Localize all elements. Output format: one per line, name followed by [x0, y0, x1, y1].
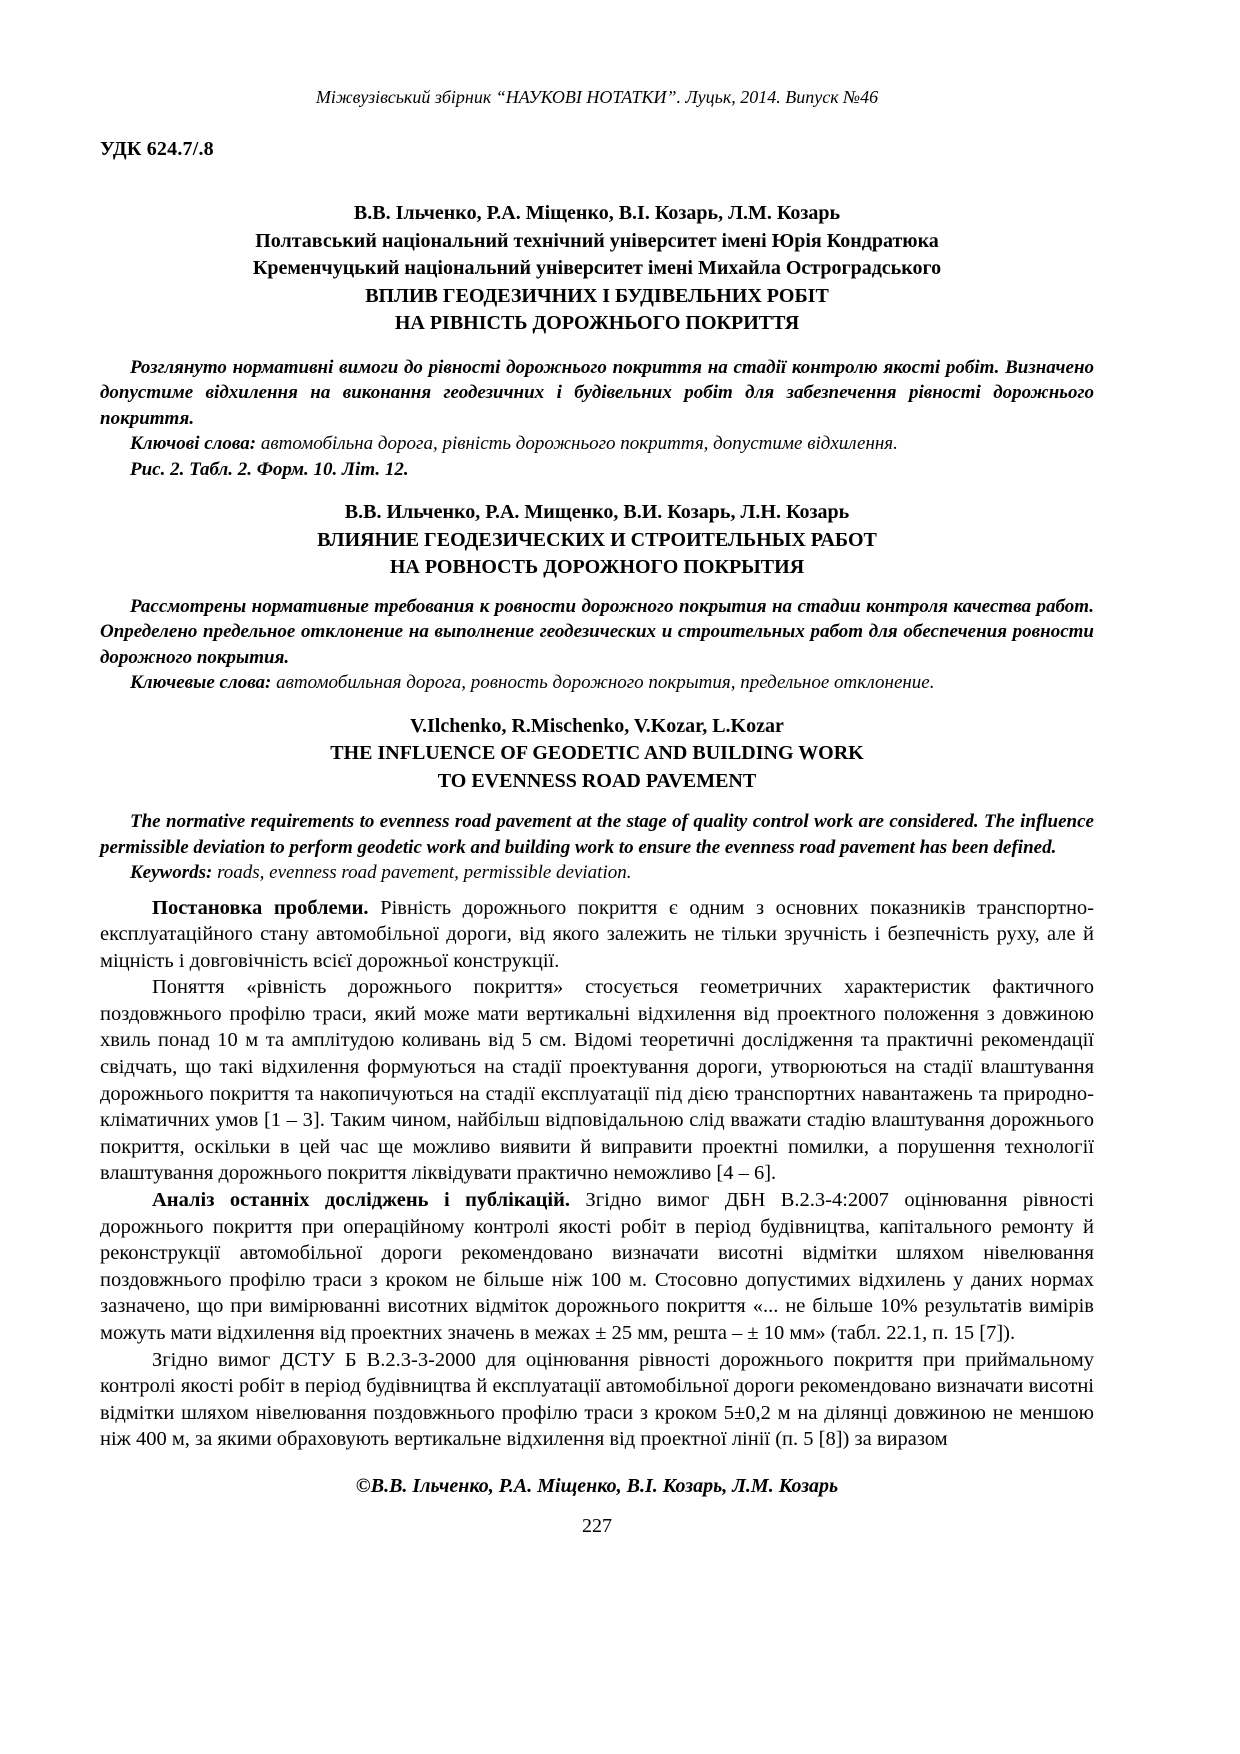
title-en-line1: THE INFLUENCE OF GEODETIC AND BUILDING WORK — [330, 742, 864, 764]
title-en-line2: TO EVENNESS ROAD PAVEMENT — [437, 769, 757, 792]
abstract-en-text: The normative requirements to evenness road pavement at the stage of quality control work are considered. The influence permissible deviation to perform geodetic work and building work to ensure the evenness road pavement has been defined. — [100, 811, 1094, 858]
copyright-line: ©В.В. Ільченко, Р.А. Міщенко, В.І. Козарь, Л.М. Козарь — [355, 1474, 839, 1497]
keywords-ua — [100, 431, 1094, 457]
paragraph-analysis — [100, 1187, 1094, 1347]
keywords-en-label: Keywords: — [130, 862, 213, 883]
paragraph-problem-statement — [100, 895, 1094, 975]
title-ru-line2: НА РОВНОСТЬ ДОРОЖНОГО ПОКРЫТИЯ — [389, 556, 805, 578]
abstract-en — [100, 809, 1094, 886]
keywords-en — [100, 860, 1094, 886]
ukrainian-heading-block — [100, 200, 1094, 338]
analysis-heading: Аналіз останніх досліджень і публікацій. — [152, 1189, 571, 1212]
authors-en: V.Ilchenko, R.Mischenko, V.Kozar, L.Kozar — [410, 714, 784, 737]
keywords-en-value: roads, evenness road pavement, permissible deviation. — [217, 862, 632, 883]
title-ua-line1: ВПЛИВ ГЕОДЕЗИЧНИХ І БУДІВЕЛЬНИХ РОБІТ — [365, 284, 829, 307]
paragraph-evenness-concept — [100, 974, 1094, 1187]
keywords-ua-value: автомобільна дорога, рівність дорожнього покриття, допустиме відхилення. — [260, 433, 898, 454]
title-ua-line2: НА РІВНІСТЬ ДОРОЖНЬОГО ПОКРИТТЯ — [394, 312, 800, 334]
abstract-ru-text: Рассмотрены нормативные требования к ровности дорожного покрытия на стадии контроля качества работ. Определено предельное отклонение на выполнение геодезических и строительных работ для обеспечения ровности дорожного покрытия. — [100, 595, 1094, 668]
evenness-concept-text: Поняття «рівність дорожнього покриття» стосується геометричних характеристик фактичного поздовжнього профілю траси, який може мати вертикальні відхилення від проектного положення з довжиною хвиль понад 10 м та амплітудою коливань від 5 см. Відомі теоретичні дослідження та практичні рекомендації свідчать, що такі відхилення формуються на стадії проектування дороги, утворюються на стадії влаштування дорожнього покриття та накопичуються на стадії експлуатації під дією транспортних навантажень та природно-кліматичних умов [1 – 3]. Таким чином, найбільш відповідальною слід вважати стадію влаштування дорожнього покриття, оскільки в цей час ще можливо виявити й виправити проектні помилки, а порушення технології влаштування дорожнього покриття ліквідувати практично неможливо [4 – 6]. — [100, 976, 1094, 1185]
paragraph-dstu — [100, 1347, 1094, 1453]
article-stats: Рис. 2. Табл. 2. Форм. 10. Літ. 12. — [130, 458, 409, 480]
keywords-ru-label: Ключевые слова: — [130, 672, 272, 693]
page-number: 227 — [582, 1514, 612, 1537]
dstu-text: Згідно вимог ДСТУ Б В.2.3-3-2000 для оцінювання рівності дорожнього покриття при приймальному контролі якості робіт в період будівництва й експлуатації автомобільної дороги рекомендовано визначати висотні відмітки шляхом нівелювання поздовжнього профілю траси з кроком 5±0,2 м на ділянці довжиною не меншою ніж 400 м, за якими обраховують вертикальне відхилення від проектної лінії (п. 5 [8]) за виразом — [100, 1348, 1094, 1451]
analysis-text: Згідно вимог ДБН В.2.3-4:2007 оцінювання рівності дорожнього покриття при операційному контролі якості робіт в період будівництва, капітального ремонту й реконструкції автомобільної дороги рекомендовано визначати висотні відмітки шляхом нівелювання поздовжнього профілю траси з кроком не більше ніж 100 м. Стосовно допустимих відхилень у даних нормах зазначено, що при вимірюванні висотних відміток дорожнього покриття «... не більше 10% результатів вимірів можуть мати відхилення від проектних значень в межах ± 25 мм, решта – ± 10 мм» (табл. 22.1, п. 15 [7]). — [100, 1189, 1094, 1344]
title-ru-line1: ВЛИЯНИЕ ГЕОДЕЗИЧЕСКИХ И СТРОИТЕЛЬНЫХ РАБОТ — [317, 528, 877, 551]
authors-ru: В.В. Ильченко, Р.А. Мищенко, В.И. Козарь, Л.Н. Козарь — [344, 501, 850, 523]
keywords-ua-label: Ключові слова: — [130, 433, 257, 454]
abstract-ru — [100, 594, 1094, 696]
journal-issue-line: Міжвузівський збірник “НАУКОВІ НОТАТКИ”. Луцьк, 2014. Випуск №46 — [315, 87, 879, 107]
russian-heading-block — [100, 499, 1094, 582]
affiliation-kremenchuk: Кременчуцький національний університет імені Михайла Остроградського — [252, 257, 942, 279]
problem-statement-text: Рівність дорожнього покриття є одним з основних показників транспортно-експлуатаційного стану автомобільної дороги, від якого залежить не тільки зручність і безпечність руху, але й міцність і довговічність всієї дорожньої конструкції. — [100, 896, 1095, 972]
abstract-ua-text: Розглянуто нормативні вимоги до рівності дорожнього покриття на стадії контролю якості робіт. Визначено допустиме відхилення на виконання геодезичних і будівельних робіт для забезпечення рівності дорожнього покриття. — [100, 356, 1094, 429]
running-header — [100, 86, 1094, 108]
abstract-ua — [100, 355, 1094, 483]
affiliation-poltava: Полтавський національний технічний університет імені Юрія Кондратюка — [255, 229, 939, 252]
authors-ua: В.В. Ільченко, Р.А. Міщенко, В.І. Козарь, Л.М. Козарь — [353, 202, 841, 224]
udc-code: УДК 624.7/.8 — [100, 138, 214, 160]
keywords-ru-value: автомобильная дорога, ровность дорожного покрытия, предельное отклонение. — [276, 672, 935, 693]
english-heading-block — [100, 713, 1094, 796]
article-body — [100, 895, 1094, 1453]
problem-statement-heading: Постановка проблеми. — [152, 896, 369, 919]
keywords-ru — [100, 670, 1094, 696]
